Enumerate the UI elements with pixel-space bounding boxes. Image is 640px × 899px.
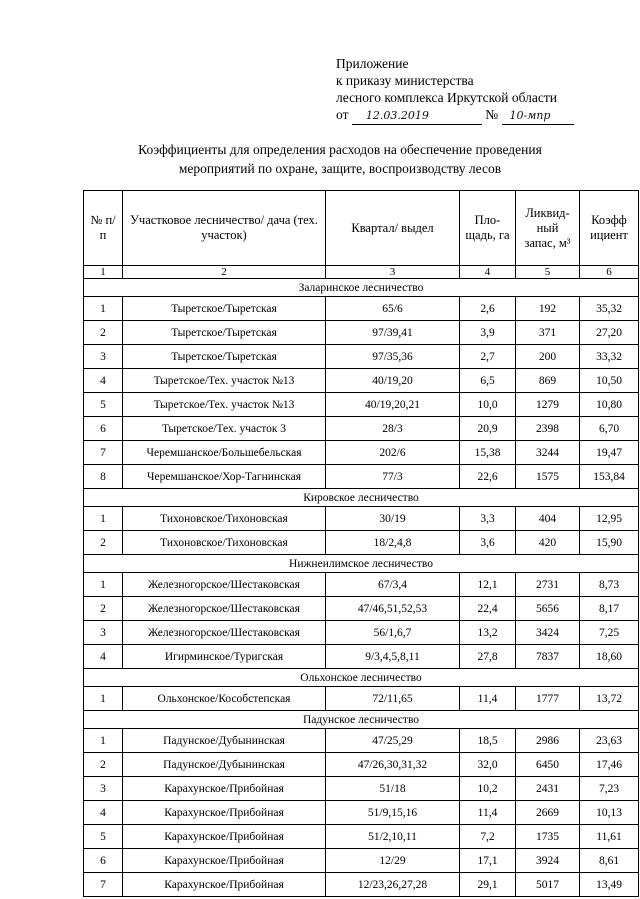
quarter-cell: 47/46,51,52,53 (326, 597, 460, 621)
area-cell: 15,38 (460, 441, 516, 465)
stock-cell: 1735 (516, 825, 580, 849)
document-header (336, 55, 574, 125)
section-header-row (84, 555, 639, 573)
quarter-cell: 47/25,29 (326, 729, 460, 753)
coefficient-cell: 23,63 (580, 729, 639, 753)
stock-cell: 1279 (516, 393, 580, 417)
header-line-2: к приказу министерства (336, 73, 474, 88)
quarter-cell: 56/1,6,7 (326, 621, 460, 645)
forestry-cell: Игирминское/Туригская (123, 645, 326, 669)
area-cell: 3,3 (460, 507, 516, 531)
forestry-cell: Тыретское/Тыретская (123, 297, 326, 321)
column-header-stock: Ликвид-ный запас, м³ (516, 191, 580, 266)
stock-cell: 200 (516, 345, 580, 369)
row-number: 2 (84, 597, 123, 621)
coefficient-cell: 27,20 (580, 321, 639, 345)
table-row (84, 753, 639, 777)
coefficient-cell: 15,90 (580, 531, 639, 555)
area-cell: 6,5 (460, 369, 516, 393)
table-row (84, 621, 639, 645)
area-cell: 11,4 (460, 801, 516, 825)
section-header-row (84, 489, 639, 507)
table-row (84, 321, 639, 345)
forestry-cell: Железногорское/Шестаковская (123, 597, 326, 621)
column-index: 5 (516, 266, 580, 279)
number-field (502, 106, 574, 125)
column-index: 6 (580, 266, 639, 279)
section-name: Заларинское лесничество (84, 279, 639, 297)
section-header-row (84, 711, 639, 729)
area-cell: 22,6 (460, 465, 516, 489)
stock-cell: 3244 (516, 441, 580, 465)
title-line-2: мероприятий по охране, защите, воспроизводству лесов (178, 161, 502, 176)
forestry-cell: Карахунское/Прибойная (123, 777, 326, 801)
table-row (84, 441, 639, 465)
coefficient-cell: 35,32 (580, 297, 639, 321)
row-number: 4 (84, 801, 123, 825)
quarter-cell: 40/19,20 (326, 369, 460, 393)
stock-cell: 6450 (516, 753, 580, 777)
date-field (352, 106, 482, 125)
coefficient-cell: 13,72 (580, 687, 639, 711)
row-number: 3 (84, 345, 123, 369)
column-header-number: № п/п (84, 191, 123, 266)
row-number: 4 (84, 645, 123, 669)
column-header-area: Пло-щадь, га (460, 191, 516, 266)
row-number: 4 (84, 369, 123, 393)
stock-cell: 869 (516, 369, 580, 393)
column-header-quarter: Квартал/ выдел (326, 191, 460, 266)
stock-cell: 1575 (516, 465, 580, 489)
forestry-cell: Карахунское/Прибойная (123, 849, 326, 873)
row-number: 1 (84, 687, 123, 711)
area-cell: 27,8 (460, 645, 516, 669)
area-cell: 2,7 (460, 345, 516, 369)
date-prefix: от (336, 107, 349, 122)
area-cell: 20,9 (460, 417, 516, 441)
table-row (84, 465, 639, 489)
stock-cell: 3424 (516, 621, 580, 645)
table-row (84, 345, 639, 369)
row-number: 6 (84, 417, 123, 441)
column-header-coefficient: Коэфф ициент (580, 191, 639, 266)
coefficient-cell: 13,49 (580, 873, 639, 897)
table-row (84, 597, 639, 621)
quarter-cell: 12/23,26,27,28 (326, 873, 460, 897)
coefficient-cell: 10,13 (580, 801, 639, 825)
area-cell: 18,5 (460, 729, 516, 753)
section-name: Нижнеилимское лесничество (84, 555, 639, 573)
coefficient-cell: 8,61 (580, 849, 639, 873)
row-number: 3 (84, 777, 123, 801)
quarter-cell: 9/3,4,5,8,11 (326, 645, 460, 669)
table-row (84, 297, 639, 321)
coefficient-cell: 11,61 (580, 825, 639, 849)
coefficient-cell: 10,80 (580, 393, 639, 417)
coefficient-cell: 153,84 (580, 465, 639, 489)
stock-cell: 2986 (516, 729, 580, 753)
table-row (84, 777, 639, 801)
row-number: 7 (84, 873, 123, 897)
forestry-cell: Тыретское/Тыретская (123, 345, 326, 369)
row-number: 1 (84, 573, 123, 597)
forestry-cell: Карахунское/Прибойная (123, 801, 326, 825)
table-row (84, 825, 639, 849)
forestry-cell: Железногорское/Шестаковская (123, 621, 326, 645)
row-number: 2 (84, 753, 123, 777)
stock-cell: 371 (516, 321, 580, 345)
area-cell: 3,9 (460, 321, 516, 345)
quarter-cell: 97/35,36 (326, 345, 460, 369)
stock-cell: 2669 (516, 801, 580, 825)
forestry-cell: Карахунское/Прибойная (123, 825, 326, 849)
area-cell: 22,4 (460, 597, 516, 621)
row-number: 7 (84, 441, 123, 465)
forestry-cell: Падунское/Дубынинская (123, 753, 326, 777)
forestry-cell: Тыретское/Тыретская (123, 321, 326, 345)
column-index: 1 (84, 266, 123, 279)
row-number: 1 (84, 729, 123, 753)
section-name: Ольхонское лесничество (84, 669, 639, 687)
forestry-cell: Тыретское/Тех. участок №13 (123, 393, 326, 417)
stock-cell: 420 (516, 531, 580, 555)
quarter-cell: 40/19,20,21 (326, 393, 460, 417)
table-row (84, 393, 639, 417)
area-cell: 12,1 (460, 573, 516, 597)
row-number: 1 (84, 507, 123, 531)
area-cell: 7,2 (460, 825, 516, 849)
coefficient-cell: 8,17 (580, 597, 639, 621)
stock-cell: 1777 (516, 687, 580, 711)
row-number: 5 (84, 393, 123, 417)
quarter-cell: 65/6 (326, 297, 460, 321)
quarter-cell: 51/9,15,16 (326, 801, 460, 825)
coefficient-cell: 17,46 (580, 753, 639, 777)
forestry-cell: Тыретское/Тех. участок №13 (123, 369, 326, 393)
header-line-1: Приложение (336, 56, 409, 71)
forestry-cell: Тыретское/Тех. участок 3 (123, 417, 326, 441)
stock-cell: 192 (516, 297, 580, 321)
area-cell: 11,4 (460, 687, 516, 711)
quarter-cell: 51/18 (326, 777, 460, 801)
quarter-cell: 12/29 (326, 849, 460, 873)
number-prefix: № (485, 107, 499, 122)
stock-cell: 5656 (516, 597, 580, 621)
coefficient-cell: 19,47 (580, 441, 639, 465)
area-cell: 32,0 (460, 753, 516, 777)
section-header-row (84, 279, 639, 297)
quarter-cell: 202/6 (326, 441, 460, 465)
section-name: Кировское лесничество (84, 489, 639, 507)
stock-cell: 2398 (516, 417, 580, 441)
column-index: 3 (326, 266, 460, 279)
column-index-row (84, 266, 639, 279)
row-number: 6 (84, 849, 123, 873)
area-cell: 13,2 (460, 621, 516, 645)
quarter-cell: 28/3 (326, 417, 460, 441)
forestry-cell: Падунское/Дубынинская (123, 729, 326, 753)
document-title (60, 140, 620, 178)
quarter-cell: 77/3 (326, 465, 460, 489)
coefficient-cell: 7,25 (580, 621, 639, 645)
row-number: 5 (84, 825, 123, 849)
handwritten-date: 12.03.2019 (365, 109, 429, 122)
column-index: 2 (123, 266, 326, 279)
coefficient-cell: 8,73 (580, 573, 639, 597)
quarter-cell: 51/2,10,11 (326, 825, 460, 849)
coefficient-cell: 10,50 (580, 369, 639, 393)
stock-cell: 2431 (516, 777, 580, 801)
table-body (84, 279, 639, 897)
quarter-cell: 72/11,65 (326, 687, 460, 711)
table-row (84, 369, 639, 393)
forestry-cell: Тихоновское/Тихоновская (123, 531, 326, 555)
row-number: 1 (84, 297, 123, 321)
handwritten-number: 10-мпр (509, 109, 551, 122)
forestry-cell: Черемшанское/Большебельская (123, 441, 326, 465)
forestry-cell: Черемшанское/Хор-Тагнинская (123, 465, 326, 489)
quarter-cell: 18/2,4,8 (326, 531, 460, 555)
area-cell: 10,2 (460, 777, 516, 801)
stock-cell: 5017 (516, 873, 580, 897)
table-row (84, 573, 639, 597)
area-cell: 17,1 (460, 849, 516, 873)
table-row (84, 729, 639, 753)
coefficients-table (83, 190, 639, 897)
header-line-3: лесного комплекса Иркутской области (336, 90, 557, 105)
table-row (84, 645, 639, 669)
row-number: 2 (84, 321, 123, 345)
table-row (84, 531, 639, 555)
table-header-row (84, 191, 639, 266)
quarter-cell: 97/39,41 (326, 321, 460, 345)
quarter-cell: 67/3,4 (326, 573, 460, 597)
table-row (84, 687, 639, 711)
coefficient-cell: 18,60 (580, 645, 639, 669)
section-name: Падунское лесничество (84, 711, 639, 729)
row-number: 2 (84, 531, 123, 555)
column-header-forestry: Участковое лесничество/ дача (тех. участок) (123, 191, 326, 266)
coefficient-cell: 7,23 (580, 777, 639, 801)
table-row (84, 801, 639, 825)
row-number: 3 (84, 621, 123, 645)
column-index: 4 (460, 266, 516, 279)
stock-cell: 404 (516, 507, 580, 531)
table-row (84, 873, 639, 897)
quarter-cell: 47/26,30,31,32 (326, 753, 460, 777)
forestry-cell: Карахунское/Прибойная (123, 873, 326, 897)
area-cell: 10,0 (460, 393, 516, 417)
quarter-cell: 30/19 (326, 507, 460, 531)
coefficient-cell: 12,95 (580, 507, 639, 531)
area-cell: 2,6 (460, 297, 516, 321)
area-cell: 3,6 (460, 531, 516, 555)
stock-cell: 3924 (516, 849, 580, 873)
section-header-row (84, 669, 639, 687)
area-cell: 29,1 (460, 873, 516, 897)
forestry-cell: Ольхонское/Кособстепская (123, 687, 326, 711)
title-line-1: Коэффициенты для определения расходов на обеспечение проведения (138, 142, 542, 157)
stock-cell: 7837 (516, 645, 580, 669)
coefficient-cell: 6,70 (580, 417, 639, 441)
header-date-number-line (336, 106, 574, 125)
table-row (84, 507, 639, 531)
forestry-cell: Тихоновское/Тихоновская (123, 507, 326, 531)
row-number: 8 (84, 465, 123, 489)
coefficient-cell: 33,32 (580, 345, 639, 369)
table-row (84, 417, 639, 441)
stock-cell: 2731 (516, 573, 580, 597)
forestry-cell: Железногорское/Шестаковская (123, 573, 326, 597)
table-row (84, 849, 639, 873)
